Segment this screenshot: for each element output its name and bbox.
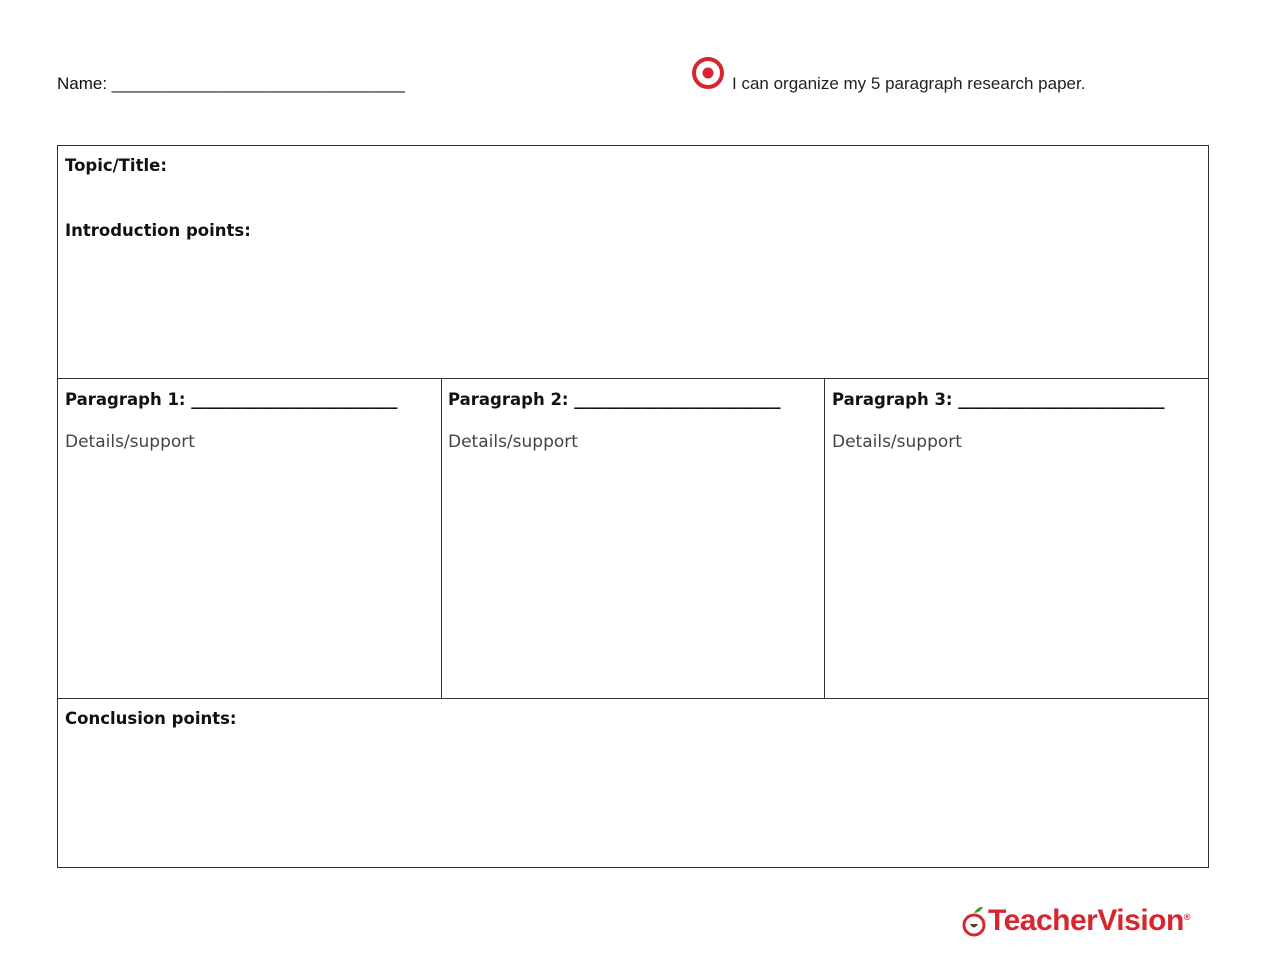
divider [441, 378, 442, 698]
paragraph-2-label: Paragraph 2: _________________________ [448, 390, 781, 409]
conclusion-points-label: Conclusion points: [65, 709, 237, 728]
brand-name: TeacherVision [988, 904, 1184, 937]
teachervision-logo [960, 904, 1190, 938]
name-field-label: Name: _______________________________ [57, 74, 405, 93]
paragraph-1-label: Paragraph 1: _________________________ [65, 390, 398, 409]
paragraph-3-label: Paragraph 3: _________________________ [832, 390, 1165, 409]
learning-goal: I can organize my 5 paragraph research paper. [732, 74, 1086, 93]
paragraph-2-details: Details/support [448, 432, 578, 452]
divider [58, 698, 1208, 699]
apple-icon [960, 904, 988, 938]
introduction-points-label: Introduction points: [65, 221, 251, 240]
paragraph-1-details: Details/support [65, 432, 195, 452]
graphic-organizer [57, 145, 1209, 868]
divider [824, 378, 825, 698]
target-icon [692, 57, 724, 89]
registered-mark: ® [1183, 912, 1190, 922]
divider [58, 378, 1208, 379]
topic-title-label: Topic/Title: [65, 156, 167, 175]
paragraph-3-details: Details/support [832, 432, 962, 452]
